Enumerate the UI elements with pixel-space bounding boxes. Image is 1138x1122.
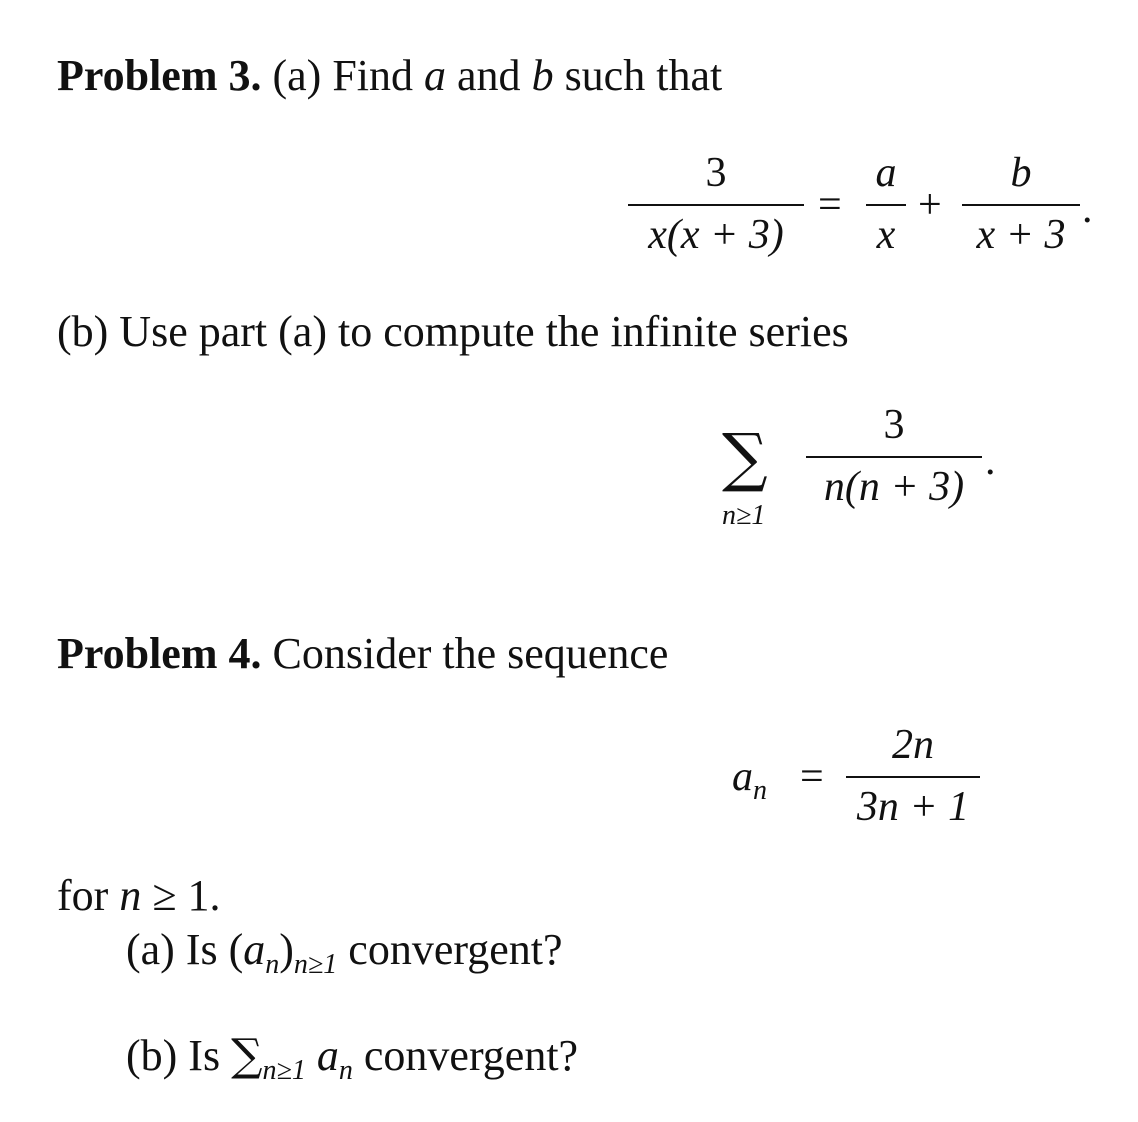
question-a-tail: convergent? [348,925,563,974]
equals-sign: = [800,754,824,800]
series-numerator: 3 [883,402,905,448]
lhs-denominator: x(x + 3) [648,212,784,258]
plus-sign: + [918,182,942,228]
index-subscript: n≥1 [293,949,338,980]
part-b-text: (b) Use part (a) to compute the infinite series [57,307,849,356]
lhs-fraction [628,152,804,256]
var-a: a [732,754,753,800]
sum-index: n≥1 [722,500,766,531]
and-word: and [457,51,521,100]
sequence-denominator: 3n + 1 [856,784,970,830]
term1-fraction [866,152,906,256]
index-subscript: n≥1 [262,1055,306,1086]
sigma-symbol: ∑ [231,1030,263,1081]
term2-denominator: x + 3 [976,212,1066,258]
term2-numerator: b [1010,150,1032,196]
var-b: b [531,51,554,100]
sequence-lhs [732,756,767,805]
condition-text [57,871,221,920]
sequence-numerator: 2n [892,722,934,768]
for-word: for [57,871,109,920]
part-a-label: (a) Find [272,51,414,100]
problem-4-intro: Consider the sequence [272,629,669,678]
question-a [126,925,563,980]
series-denominator: n(n + 3) [823,464,965,510]
question-b-tail: convergent? [363,1031,579,1080]
problem-4-heading: Problem 4. [57,629,262,678]
problem-3-heading: Problem 3. [57,51,262,100]
question-b [126,1030,579,1086]
condition-rest: ≥ 1. [152,871,221,920]
term1-denominator: x [876,212,896,258]
var-a: a [316,1031,339,1080]
series-fraction [806,404,982,508]
problem-4-statement [57,629,669,678]
question-a-label: (a) Is ( [126,925,244,974]
term1-numerator: a [875,150,897,196]
subscript-n: n [753,775,767,806]
term2-fraction [962,152,1080,256]
var-n: n [119,871,142,920]
lhs-numerator: 3 [705,150,727,196]
subscript-n: n [265,949,280,980]
close-paren: ) [279,925,294,974]
var-a: a [243,925,266,974]
such-that-text: such that [564,51,723,100]
var-a: a [424,51,447,100]
sigma-symbol: ∑ [722,421,768,495]
period: . [985,438,996,484]
question-b-label: (b) Is [126,1031,221,1080]
period: . [1082,186,1093,232]
problem-3-statement [57,51,723,100]
equals-sign: = [818,182,842,228]
subscript-n: n [338,1055,353,1086]
sequence-fraction [846,724,980,828]
